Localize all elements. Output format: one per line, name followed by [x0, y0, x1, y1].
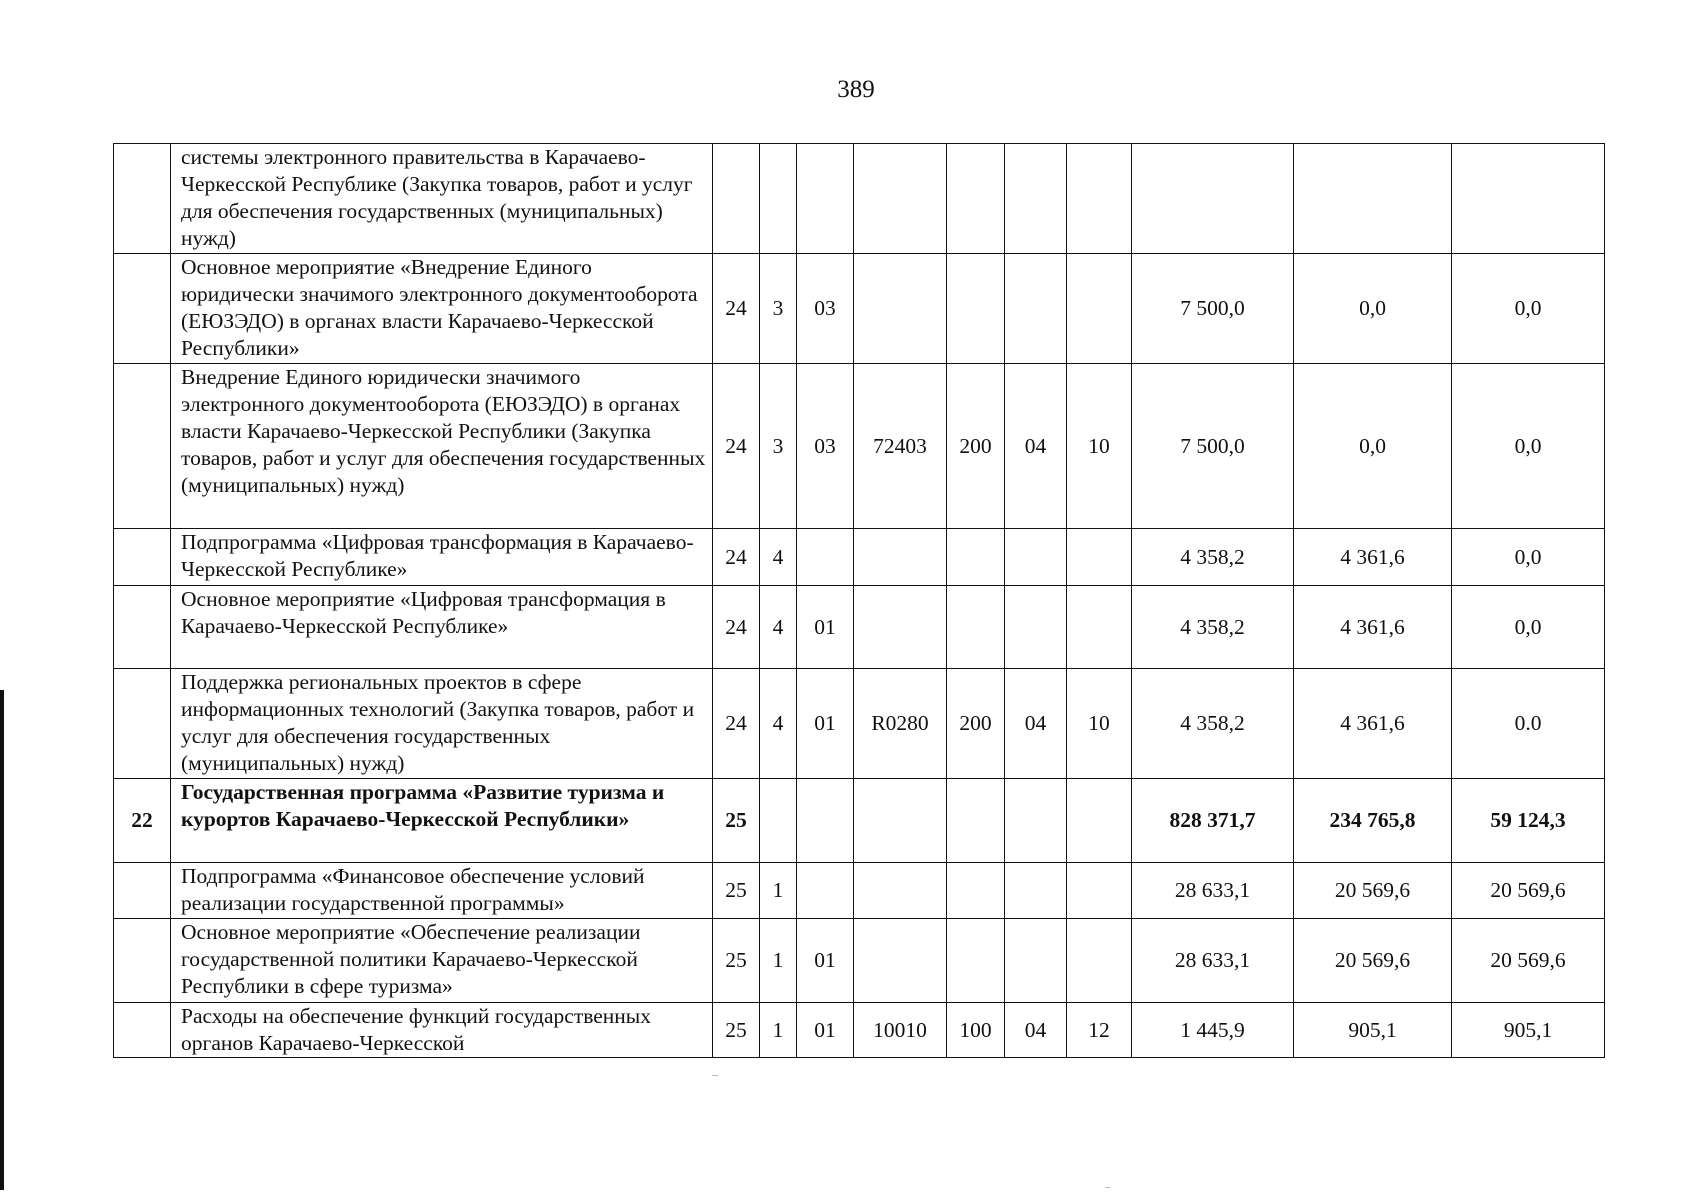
expense-type-cell [947, 586, 1005, 669]
section-code-cell [1005, 863, 1067, 919]
row-number-cell [114, 586, 171, 669]
item-name-cell: Основное мероприятие «Обеспечение реализации государственной политики Карачаево-Черкесской Республики в сфере туризма» [171, 919, 713, 1003]
subprogram-code-cell: 1 [760, 1003, 797, 1058]
row-number-cell [114, 919, 171, 1003]
direction-code-cell [854, 779, 947, 863]
amount-year2-cell: 4 361,6 [1294, 586, 1452, 669]
amount-year1-cell: 828 371,7 [1132, 779, 1294, 863]
section-code-cell [1005, 779, 1067, 863]
main-activity-code-cell: 03 [797, 254, 854, 364]
scan-artifact [712, 1075, 718, 1076]
table-row [114, 919, 1605, 1003]
amount-year2-cell: 4 361,6 [1294, 669, 1452, 779]
scan-artifact [1105, 1187, 1110, 1188]
expense-type-cell [947, 529, 1005, 586]
section-code-cell [1005, 144, 1067, 254]
direction-code-cell: R0280 [854, 669, 947, 779]
item-name-cell: системы электронного правительства в Карачаево-Черкесской Республике (Закупка товаров, работ и услуг для обеспечения государственных (муниципальных) нужд) [171, 144, 713, 254]
page-number: 389 [837, 76, 875, 103]
item-name-cell: Основное мероприятие «Внедрение Единого юридически значимого электронного документооборота (ЕЮЗЭДО) в органах власти Карачаево-Черкесской Республики» [171, 254, 713, 364]
amount-year3-cell: 20 569,6 [1452, 919, 1605, 1003]
item-name-cell: Подпрограмма «Финансовое обеспечение условий реализации государственной программы» [171, 863, 713, 919]
subsection-code-cell [1067, 144, 1132, 254]
gp-code-cell: 25 [713, 779, 760, 863]
gp-code-cell: 24 [713, 669, 760, 779]
main-activity-code-cell: 01 [797, 586, 854, 669]
amount-year1-cell: 7 500,0 [1132, 364, 1294, 529]
item-name-cell: Расходы на обеспечение функций государственных органов Карачаево-Черкесской [171, 1003, 713, 1058]
section-code-cell: 04 [1005, 669, 1067, 779]
gp-code-cell: 24 [713, 364, 760, 529]
section-code-cell: 04 [1005, 1003, 1067, 1058]
amount-year2-cell: 20 569,6 [1294, 863, 1452, 919]
gp-code-cell: 25 [713, 1003, 760, 1058]
subprogram-code-cell: 1 [760, 863, 797, 919]
table-row [114, 529, 1605, 586]
section-code-cell: 04 [1005, 364, 1067, 529]
direction-code-cell [854, 144, 947, 254]
amount-year1-cell [1132, 144, 1294, 254]
row-number-cell [114, 529, 171, 586]
table-row [114, 669, 1605, 779]
amount-year1-cell: 7 500,0 [1132, 254, 1294, 364]
row-number-cell: 22 [114, 779, 171, 863]
expense-type-cell: 100 [947, 1003, 1005, 1058]
amount-year3-cell: 0,0 [1452, 529, 1605, 586]
amount-year3-cell: 0,0 [1452, 364, 1605, 529]
gp-code-cell: 24 [713, 529, 760, 586]
subprogram-code-cell: 4 [760, 586, 797, 669]
row-number-cell [114, 254, 171, 364]
amount-year2-cell: 0,0 [1294, 254, 1452, 364]
table-body [114, 144, 1605, 1058]
subprogram-code-cell [760, 144, 797, 254]
subprogram-code-cell [760, 779, 797, 863]
subprogram-code-cell: 3 [760, 254, 797, 364]
direction-code-cell: 72403 [854, 364, 947, 529]
amount-year2-cell: 0,0 [1294, 364, 1452, 529]
amount-year1-cell: 4 358,2 [1132, 586, 1294, 669]
main-activity-code-cell: 03 [797, 364, 854, 529]
amount-year3-cell: 20 569,6 [1452, 863, 1605, 919]
amount-year2-cell: 20 569,6 [1294, 919, 1452, 1003]
amount-year3-cell: 0,0 [1452, 254, 1605, 364]
gp-code-cell: 25 [713, 919, 760, 1003]
main-activity-code-cell [797, 529, 854, 586]
amount-year1-cell: 28 633,1 [1132, 919, 1294, 1003]
main-activity-code-cell [797, 144, 854, 254]
subsection-code-cell [1067, 863, 1132, 919]
direction-code-cell [854, 919, 947, 1003]
subsection-code-cell [1067, 779, 1132, 863]
table-row [114, 1003, 1605, 1058]
item-name-cell: Государственная программа «Развитие туризма и курортов Карачаево-Черкесской Республики» [171, 779, 713, 863]
item-name-cell: Основное мероприятие «Цифровая трансформация в Карачаево-Черкесской Республике» [171, 586, 713, 669]
subsection-code-cell: 12 [1067, 1003, 1132, 1058]
amount-year1-cell: 1 445,9 [1132, 1003, 1294, 1058]
subsection-code-cell [1067, 919, 1132, 1003]
table-row [114, 144, 1605, 254]
expense-type-cell: 200 [947, 364, 1005, 529]
amount-year2-cell [1294, 144, 1452, 254]
section-code-cell [1005, 586, 1067, 669]
item-name-cell: Внедрение Единого юридически значимого электронного документооборота (ЕЮЗЭДО) в органах власти Карачаево-Черкесской Республики (Закупка товаров, работ и услуг для обеспечения государственных (муниципальных) нужд) [171, 364, 713, 529]
direction-code-cell: 10010 [854, 1003, 947, 1058]
expense-type-cell [947, 254, 1005, 364]
table-row [114, 586, 1605, 669]
subsection-code-cell: 10 [1067, 669, 1132, 779]
budget-table [113, 143, 1605, 1058]
direction-code-cell [854, 529, 947, 586]
section-code-cell [1005, 254, 1067, 364]
row-number-cell [114, 364, 171, 529]
subprogram-code-cell: 1 [760, 919, 797, 1003]
amount-year2-cell: 905,1 [1294, 1003, 1452, 1058]
direction-code-cell [854, 863, 947, 919]
expense-type-cell [947, 863, 1005, 919]
amount-year1-cell: 4 358,2 [1132, 669, 1294, 779]
item-name-cell: Поддержка региональных проектов в сфере информационных технологий (Закупка товаров, работ и услуг для обеспечения государственных (муниципальных) нужд) [171, 669, 713, 779]
gp-code-cell: 24 [713, 254, 760, 364]
expense-type-cell [947, 144, 1005, 254]
amount-year1-cell: 28 633,1 [1132, 863, 1294, 919]
item-name-cell: Подпрограмма «Цифровая трансформация в Карачаево-Черкесской Республике» [171, 529, 713, 586]
gp-code-cell [713, 144, 760, 254]
section-code-cell [1005, 529, 1067, 586]
row-number-cell [114, 1003, 171, 1058]
table-row [114, 779, 1605, 863]
table-row [114, 254, 1605, 364]
direction-code-cell [854, 586, 947, 669]
subprogram-code-cell: 3 [760, 364, 797, 529]
scan-edge-bar [0, 690, 4, 1190]
gp-code-cell: 25 [713, 863, 760, 919]
main-activity-code-cell: 01 [797, 919, 854, 1003]
expense-type-cell: 200 [947, 669, 1005, 779]
direction-code-cell [854, 254, 947, 364]
main-activity-code-cell [797, 779, 854, 863]
main-activity-code-cell [797, 863, 854, 919]
expense-type-cell [947, 919, 1005, 1003]
amount-year1-cell: 4 358,2 [1132, 529, 1294, 586]
subsection-code-cell [1067, 586, 1132, 669]
gp-code-cell: 24 [713, 586, 760, 669]
subprogram-code-cell: 4 [760, 529, 797, 586]
subprogram-code-cell: 4 [760, 669, 797, 779]
expense-type-cell [947, 779, 1005, 863]
amount-year3-cell: 905,1 [1452, 1003, 1605, 1058]
amount-year2-cell: 234 765,8 [1294, 779, 1452, 863]
amount-year3-cell: 0.0 [1452, 669, 1605, 779]
subsection-code-cell [1067, 529, 1132, 586]
amount-year3-cell: 59 124,3 [1452, 779, 1605, 863]
section-code-cell [1005, 919, 1067, 1003]
main-activity-code-cell: 01 [797, 1003, 854, 1058]
subsection-code-cell [1067, 254, 1132, 364]
row-number-cell [114, 669, 171, 779]
table-row [114, 364, 1605, 529]
amount-year3-cell: 0,0 [1452, 586, 1605, 669]
main-activity-code-cell: 01 [797, 669, 854, 779]
row-number-cell [114, 863, 171, 919]
subsection-code-cell: 10 [1067, 364, 1132, 529]
table-row [114, 863, 1605, 919]
row-number-cell [114, 144, 171, 254]
amount-year2-cell: 4 361,6 [1294, 529, 1452, 586]
amount-year3-cell [1452, 144, 1605, 254]
